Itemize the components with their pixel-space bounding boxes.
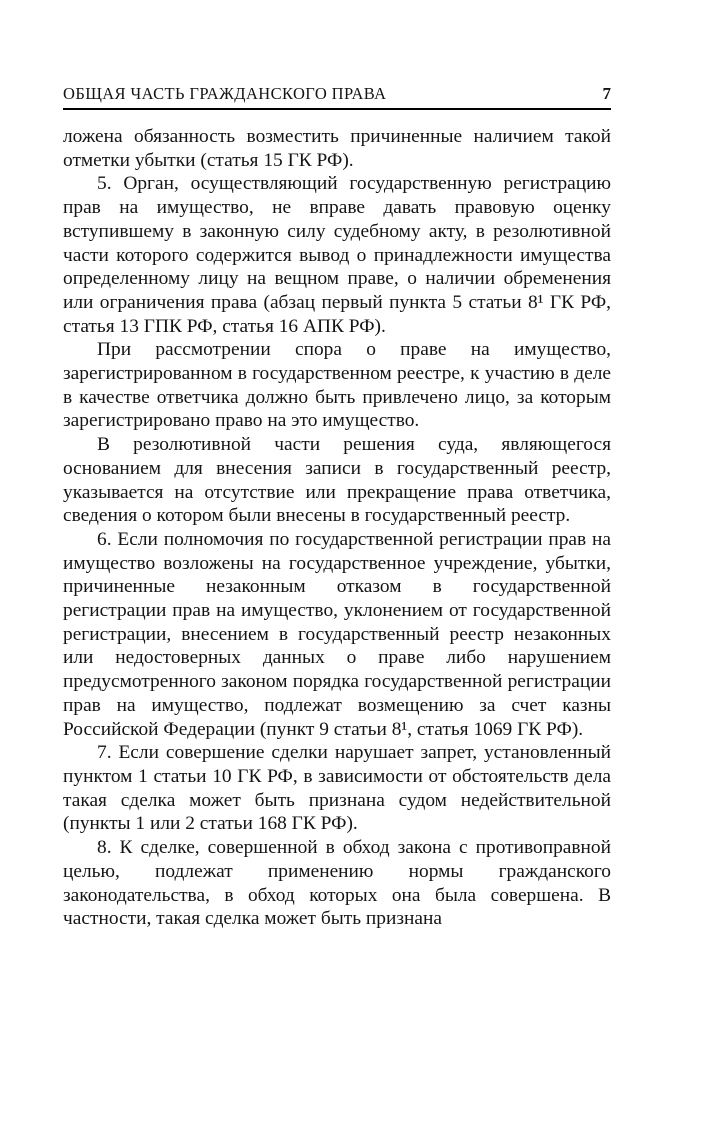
paragraph: При рассмотрении спора о праве на имущество, зарегистрированном в государственном реестре, к участию в деле в качестве ответчика должно быть привлечено лицо, за которым зарегистрировано право на это имущество. bbox=[63, 339, 611, 432]
page-body bbox=[63, 125, 611, 931]
header-rule bbox=[63, 108, 611, 110]
running-head-title: ОБЩАЯ ЧАСТЬ ГРАЖДАНСКОГО ПРАВА bbox=[63, 84, 387, 103]
paragraph: 7. Если совершение сделки нарушает запрет, установленный пунктом 1 статьи 10 ГК РФ, в зависимости от обстоятельств дела такая сделка может быть признана судом недействительной (пункты 1 или 2 статьи 168 ГК РФ). bbox=[63, 742, 611, 835]
page-number: 7 bbox=[602, 84, 611, 103]
text-block bbox=[63, 84, 611, 931]
paragraph: В резолютивной части решения суда, являющегося основанием для внесения записи в государственный реестр, указывается на отсутствие или прекращение права ответчика, сведения о котором были внесены в государственный реестр. bbox=[63, 434, 611, 527]
paragraph: 5. Орган, осуществляющий государственную регистрацию прав на имущество, не вправе давать правовую оценку вступившему в законную силу судебному акту, в резолютивной части которого содержится вывод о принадлежности имущества определенному лицу на вещном праве, о наличии обременения или ограничения права (абзац первый пункта 5 статьи 8¹ ГК РФ, статья 13 ГПК РФ, статья 16 АПК РФ). bbox=[63, 173, 611, 337]
paragraph: 8. К сделке, совершенной в обход закона с противоправной целью, подлежат применению нормы гражданского законодательства, в обход которых она была совершена. В частности, такая сделка может быть признана bbox=[63, 837, 611, 930]
running-head bbox=[63, 84, 611, 104]
paragraph: 6. Если полномочия по государственной регистрации прав на имущество возложены на государственное учреждение, убытки, причиненные незаконным отказом в государственной регистрации прав на имущество, уклонением от государственной регистрации, внесением в государственный реестр незаконных или недостоверных данных о праве либо нарушением предусмотренного законом порядка государственной регистрации прав на имущество, подлежат возмещению за счет казны Российской Федерации (пункт 9 статьи 8¹, статья 1069 ГК РФ). bbox=[63, 528, 611, 740]
paragraph: ложена обязанность возместить причиненные наличием такой отметки убытки (статья 15 ГК РФ). bbox=[63, 126, 611, 171]
